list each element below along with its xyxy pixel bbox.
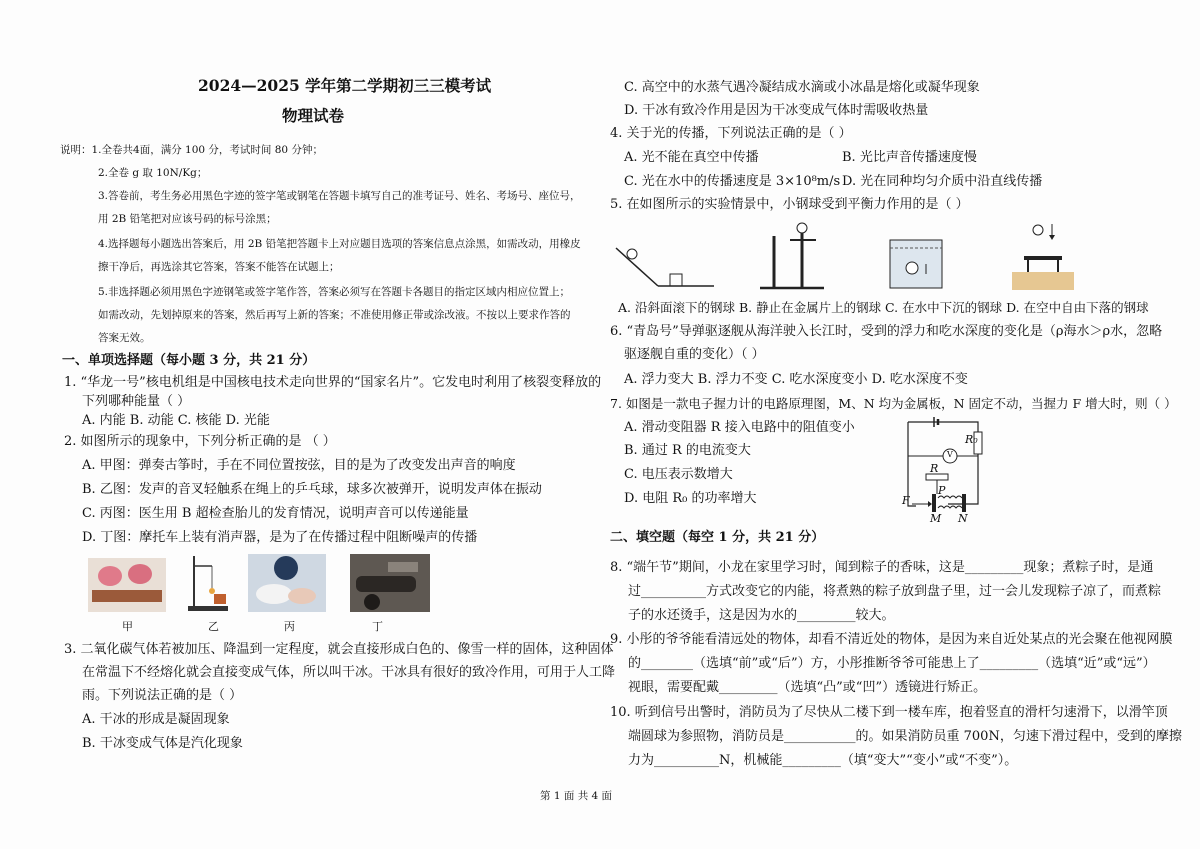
question-6-stem: 驱逐舰自重的变化）（ ） xyxy=(624,347,765,362)
question-3-stem: 在常温下不经熔化就会直接变成气体，所以叫干冰。干冰具有很好的致冷作用，可用于人工降 xyxy=(82,665,616,680)
left-column xyxy=(60,0,616,800)
question-6-options: A. 浮力变大 B. 浮力不变 C. 吃水深度变小 D. 吃水深度不变 xyxy=(624,372,968,387)
question-1-stem: 1. “华龙一号”核电机组是中国核电技术走向世界的“国家名片”。它发电时利用了核裂变释放的 xyxy=(64,375,602,390)
falling-ball-figure xyxy=(1012,224,1074,290)
ultrasound-photo xyxy=(248,554,326,612)
question-10-text: 端圆球为参照物，消防员是___________的。如果消防员重 700N，匀速下滑过程中，受到的摩擦 xyxy=(628,729,1182,744)
guzheng-photo xyxy=(88,558,166,612)
question-4-option-c: C. 光在水中的传播速度是 3×10⁸m/s xyxy=(624,174,841,189)
exam-subtitle: 物理试卷 xyxy=(282,106,345,125)
figure-label: 乙 xyxy=(208,620,219,633)
question-4-stem: 4. 关于光的传播，下列说法正确的是（ ） xyxy=(610,126,852,141)
question-4-option-a: A. 光不能在真空中传播 xyxy=(624,150,759,165)
question-7-option-c: C. 电压表示数增大 xyxy=(624,467,733,482)
m-label: M xyxy=(930,512,942,525)
question-5-options: A. 沿斜面滚下的钢球 B. 静止在金属片上的钢球 C. 在水中下沉的钢球 D. 在空中自由下落的钢球 xyxy=(618,300,1149,315)
r0-label: R₀ xyxy=(965,433,978,446)
stand-figure xyxy=(760,223,824,288)
motorcycle-photo xyxy=(350,554,430,612)
instruction-line: 4.选择题每小题选出答案后，用 2B 铅笔把答题卡上对应题目选项的答案信息点涂黑，如需改动，用橡皮 xyxy=(98,238,581,250)
question-2-option-b: B. 乙图：发声的音叉轻触系在绳上的乒乓球，球多次被弹开，说明发声体在振动 xyxy=(82,482,542,497)
question-9-text: 9. 小彤的爷爷能看清远处的物体，却看不清近处的物体，是因为来自近处某点的光会聚在他视网膜 xyxy=(610,632,1173,647)
question-3-stem: 3. 二氧化碳气体若被加压、降温到一定程度，就会直接形成白色的、像雪一样的固体，这种固体 xyxy=(64,642,614,657)
instruction-line: 说明：1.全卷共4面，满分 100 分，考试时间 80 分钟； xyxy=(60,144,323,156)
instruction-line: 如需改动，先划掉原来的答案，然后再写上新的答案；不准使用修正带或涂改液。不按以上要求作答的 xyxy=(98,309,571,321)
question-2-option-d: D. 丁图：摩托车上装有消声器，是为了在传播过程中阻断噪声的传播 xyxy=(82,530,478,545)
question-2-option-c: C. 丙图：医生用 B 超检查胎儿的发育情况，说明声音可以传递能量 xyxy=(82,506,469,521)
figure-label: 甲 xyxy=(122,620,133,633)
question-4-option-d: D. 光在同种均匀介质中沿直线传播 xyxy=(842,174,1043,189)
question-8-text: 子的水还烫手，这是因为水的_________较大。 xyxy=(628,608,895,623)
question-3-stem: 雨。下列说法正确的是（ ） xyxy=(82,688,243,703)
instruction-line: 3.答卷前，考生务必用黑色字迹的签字笔或钢笔在答题卡填写自己的准考证号、姓名、考场号、座位号， xyxy=(98,190,581,202)
question-2-option-a: A. 甲图：弹奏古筝时，手在不同位置按弦，目的是为了改变发出声音的响度 xyxy=(82,458,516,473)
figure-label: 丁 xyxy=(372,620,383,633)
question-7-option-a: A. 滑动变阻器 R 接入电路中的阻值变小 xyxy=(624,420,855,435)
figure-label: 丙 xyxy=(284,620,295,633)
incline-figure xyxy=(616,248,714,286)
question-5-figures xyxy=(610,218,1170,298)
instruction-line: 5.非选择题必须用黑色字迹钢笔或签字笔作答，答案必须写在答题卡各题目的指定区域内相应位置上； xyxy=(98,286,571,298)
f-label: F xyxy=(902,494,910,507)
question-8-text: 过__________方式改变它的内能，将煮熟的粽子放到盘子里，过一会儿发现粽子凉了，而煮粽 xyxy=(628,584,1162,599)
question-7-stem: 7. 如图是一款电子握力计的电路原理图，M、N 均为金属板，N 固定不动，当握力 F 增大时，则（ ） xyxy=(610,396,1177,411)
question-3-option-c: C. 高空中的水蒸气遇冷凝结成水滴或小冰晶是熔化或凝华现象 xyxy=(624,80,980,95)
section-heading: 一、单项选择题（每小题 3 分，共 21 分） xyxy=(62,353,316,368)
question-2-figures xyxy=(88,554,488,614)
p-label: P xyxy=(938,484,946,497)
instruction-line: 2.全卷 g 取 10N/Kg； xyxy=(98,167,208,179)
question-3-option-b: B. 干冰变成气体是汽化现象 xyxy=(82,736,243,751)
question-8-text: 8. “端午节”期间，小龙在家里学习时，闻到粽子的香味，这是_________现象；煮粽子时，是通 xyxy=(610,560,1154,575)
right-column xyxy=(610,0,1182,800)
instruction-line: 答案无效。 xyxy=(98,332,151,344)
question-5-stem: 5. 在如图所示的实验情景中，小钢球受到平衡力作用的是（ ） xyxy=(610,197,969,212)
section-heading: 二、填空题（每空 1 分，共 21 分） xyxy=(610,530,825,545)
instruction-line: 擦干净后，再选涂其它答案，答案不能答在试题上； xyxy=(98,261,340,273)
question-9-text: 视眼，需要配戴_________（选填“凸”或“凹”）透镜进行矫正。 xyxy=(628,680,987,695)
n-label: N xyxy=(958,512,968,525)
question-10-text: 力为__________N，机械能_________（填“变大”“变小”或“不变”）。 xyxy=(628,753,1018,768)
instruction-line: 用 2B 铅笔把对应该号码的标号涂黑； xyxy=(98,213,277,225)
r-label: R xyxy=(930,462,939,475)
page-footer: 第 1 面 共 4 面 xyxy=(540,790,613,802)
question-9-text: 的________（选填“前”或“后”）方，小彤推断爷爷可能患上了_________（选填“近”或“远”） xyxy=(628,656,1156,671)
tuning-fork-figure xyxy=(188,556,228,611)
grip-circuit-diagram xyxy=(898,414,988,524)
water-beaker-figure xyxy=(890,240,942,288)
question-7-option-b: B. 通过 R 的电流变大 xyxy=(624,443,751,458)
question-3-option-d: D. 干冰有致冷作用是因为干冰变成气体时需吸收热量 xyxy=(624,103,929,118)
question-7-option-d: D. 电阻 R₀ 的功率增大 xyxy=(624,491,757,506)
exam-title: 2024—2025 学年第二学期初三三模考试 xyxy=(198,76,492,95)
voltmeter-label: V xyxy=(947,450,953,459)
question-1-stem: 下列哪种能量（ ） xyxy=(82,394,191,409)
question-2-stem: 2. 如图所示的现象中，下列分析正确的是 （ ） xyxy=(64,434,336,449)
question-6-stem: 6. “青岛号”导弹驱逐舰从海洋驶入长江时，受到的浮力和吃水深度的变化是（ρ海水＞ρ水，忽略 xyxy=(610,324,1163,339)
question-3-option-a: A. 干冰的形成是凝固现象 xyxy=(82,712,230,727)
question-4-option-b: B. 光比声音传播速度慢 xyxy=(842,150,977,165)
question-10-text: 10. 听到信号出警时，消防员为了尽快从二楼下到一楼车库，抱着竖直的滑杆匀速滑下，以滑竿顶 xyxy=(610,705,1168,720)
question-1-options: A. 内能 B. 动能 C. 核能 D. 光能 xyxy=(82,413,270,428)
